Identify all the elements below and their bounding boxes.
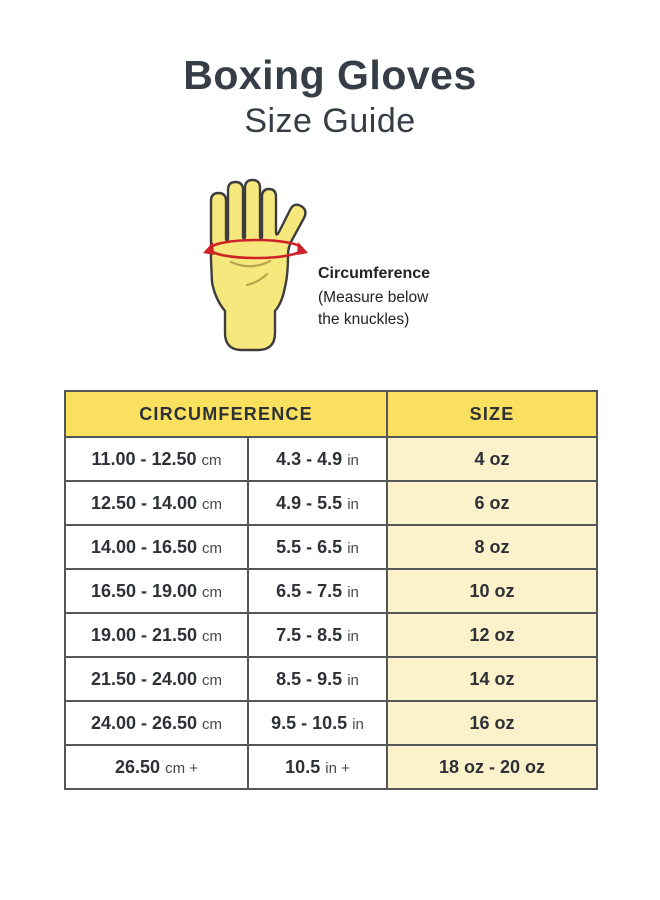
table-row	[65, 613, 597, 657]
cm-unit: cm	[201, 451, 222, 469]
cm-unit: cm +	[165, 759, 198, 777]
table-row	[65, 745, 597, 789]
cm-cell	[65, 569, 248, 613]
cm-cell	[65, 657, 248, 701]
in-cell	[248, 569, 387, 613]
in-range: 10.5	[285, 756, 321, 777]
in-unit: in	[347, 539, 359, 557]
cm-range: 11.00 - 12.50	[91, 448, 197, 469]
in-unit: in	[352, 715, 364, 733]
caption-line-2: the knuckles)	[318, 311, 410, 328]
cm-unit: cm	[202, 539, 223, 557]
in-range: 4.9 - 5.5	[276, 492, 343, 513]
size-cell: 16 oz	[387, 701, 597, 745]
caption-title: Circumference	[318, 265, 431, 282]
in-cell	[248, 657, 387, 701]
hand-illustration	[198, 172, 323, 357]
in-cell	[248, 437, 387, 481]
table-row	[65, 569, 597, 613]
in-cell	[248, 481, 387, 525]
caption-line-1: (Measure below	[318, 289, 429, 306]
table-header-row	[65, 391, 597, 437]
cm-range: 14.00 - 16.50	[90, 536, 198, 557]
table-row	[65, 701, 597, 745]
cm-range: 19.00 - 21.50	[90, 624, 198, 645]
cm-unit: cm	[202, 671, 223, 689]
cm-unit: cm	[202, 495, 223, 513]
size-cell: 10 oz	[387, 569, 597, 613]
cm-range: 26.50	[115, 756, 161, 777]
in-cell	[248, 701, 387, 745]
page-subtitle: Size Guide	[244, 102, 416, 140]
in-unit: in +	[325, 759, 350, 777]
table-row	[65, 525, 597, 569]
table-row	[65, 481, 597, 525]
size-cell: 4 oz	[387, 437, 597, 481]
table-row	[65, 657, 597, 701]
in-unit: in	[347, 671, 359, 689]
size-cell: 14 oz	[387, 657, 597, 701]
cm-cell	[65, 525, 248, 569]
cm-unit: cm	[202, 627, 223, 645]
glove-hand-icon	[198, 172, 323, 357]
in-range: 9.5 - 10.5	[271, 712, 348, 733]
in-cell	[248, 525, 387, 569]
circumference-caption	[318, 263, 478, 331]
in-range: 7.5 - 8.5	[276, 624, 343, 645]
page-title: Boxing Gloves	[183, 52, 477, 98]
in-cell	[248, 613, 387, 657]
cm-range: 12.50 - 14.00	[90, 492, 198, 513]
in-unit: in	[347, 583, 359, 601]
in-range: 5.5 - 6.5	[276, 536, 343, 557]
in-unit: in	[347, 495, 359, 513]
size-cell: 12 oz	[387, 613, 597, 657]
size-cell: 18 oz - 20 oz	[387, 745, 597, 789]
in-range: 6.5 - 7.5	[276, 580, 343, 601]
cm-range: 16.50 - 19.00	[90, 580, 198, 601]
cm-cell	[65, 481, 248, 525]
in-cell	[248, 745, 387, 789]
header-circumference: CIRCUMFERENCE	[65, 391, 387, 437]
size-table	[64, 390, 598, 790]
cm-unit: cm	[202, 583, 223, 601]
table-row	[65, 437, 597, 481]
cm-unit: cm	[202, 715, 223, 733]
cm-cell	[65, 745, 248, 789]
cm-cell	[65, 613, 248, 657]
size-cell: 8 oz	[387, 525, 597, 569]
in-unit: in	[347, 451, 359, 469]
cm-cell	[65, 701, 248, 745]
cm-range: 24.00 - 26.50	[90, 712, 198, 733]
in-range: 8.5 - 9.5	[276, 668, 343, 689]
in-range: 4.3 - 4.9	[276, 448, 343, 469]
size-cell: 6 oz	[387, 481, 597, 525]
cm-cell	[65, 437, 248, 481]
header-size: SIZE	[387, 391, 597, 437]
cm-range: 21.50 - 24.00	[90, 668, 198, 689]
in-unit: in	[347, 627, 359, 645]
